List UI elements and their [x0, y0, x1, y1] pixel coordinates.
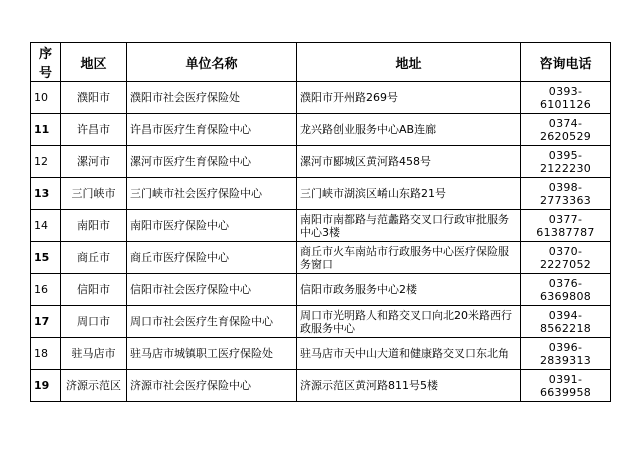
table-row: [31, 338, 611, 370]
row-unit: 信阳市社会医疗保险中心: [127, 274, 297, 306]
row-address: 三门峡市湖滨区崤山东路21号: [297, 178, 521, 210]
row-no: 14: [31, 210, 61, 242]
row-address: 漯河市郾城区黄河路458号: [297, 146, 521, 178]
row-no: 11: [31, 114, 61, 146]
table-body: [31, 82, 611, 402]
row-phone: 0391-6639958: [521, 370, 611, 402]
table-row: [31, 178, 611, 210]
row-address: 龙兴路创业服务中心AB连廊: [297, 114, 521, 146]
row-region: 南阳市: [61, 210, 127, 242]
row-region: 信阳市: [61, 274, 127, 306]
table-row: [31, 210, 611, 242]
table-row: [31, 306, 611, 338]
table-header: [31, 43, 611, 82]
row-address: 济源示范区黄河路811号5楼: [297, 370, 521, 402]
row-unit: 南阳市医疗保险中心: [127, 210, 297, 242]
table-row: [31, 82, 611, 114]
row-no: 18: [31, 338, 61, 370]
row-no: 17: [31, 306, 61, 338]
row-phone: 0394-8562218: [521, 306, 611, 338]
row-address: 周口市光明路人和路交叉口向北20米路西行政服务中心: [297, 306, 521, 338]
row-unit: 许昌市医疗生育保险中心: [127, 114, 297, 146]
header-no: 序号: [31, 43, 61, 82]
header-row: [31, 43, 611, 82]
row-unit: 驻马店市城镇职工医疗保险处: [127, 338, 297, 370]
row-region: 驻马店市: [61, 338, 127, 370]
row-unit: 济源市社会医疗保险中心: [127, 370, 297, 402]
row-region: 许昌市: [61, 114, 127, 146]
row-no: 19: [31, 370, 61, 402]
row-region: 三门峡市: [61, 178, 127, 210]
header-phone: 咨询电话: [521, 43, 611, 82]
row-phone: 0393-6101126: [521, 82, 611, 114]
row-unit: 濮阳市社会医疗保险处: [127, 82, 297, 114]
row-region: 商丘市: [61, 242, 127, 274]
row-phone: 0376-6369808: [521, 274, 611, 306]
row-address: 南阳市南都路与范蠡路交叉口行政审批服务中心3楼: [297, 210, 521, 242]
row-phone: 0395-2122230: [521, 146, 611, 178]
table-row: [31, 370, 611, 402]
row-region: 漯河市: [61, 146, 127, 178]
row-phone: 0398-2773363: [521, 178, 611, 210]
row-unit: 商丘市医疗保险中心: [127, 242, 297, 274]
table-row: [31, 274, 611, 306]
row-phone: 0377-61387787: [521, 210, 611, 242]
row-phone: 0374-2620529: [521, 114, 611, 146]
insurance-contact-table: [30, 42, 611, 402]
table-row: [31, 146, 611, 178]
table-row: [31, 242, 611, 274]
row-unit: 漯河市医疗生育保险中心: [127, 146, 297, 178]
row-no: 12: [31, 146, 61, 178]
header-address: 地址: [297, 43, 521, 82]
row-unit: 周口市社会医疗生育保险中心: [127, 306, 297, 338]
header-region: 地区: [61, 43, 127, 82]
row-phone: 0370-2227052: [521, 242, 611, 274]
row-address: 信阳市政务服务中心2楼: [297, 274, 521, 306]
row-phone: 0396-2839313: [521, 338, 611, 370]
header-unit: 单位名称: [127, 43, 297, 82]
table-row: [31, 114, 611, 146]
row-no: 13: [31, 178, 61, 210]
row-region: 濮阳市: [61, 82, 127, 114]
row-no: 16: [31, 274, 61, 306]
row-region: 周口市: [61, 306, 127, 338]
row-region: 济源示范区: [61, 370, 127, 402]
row-unit: 三门峡市社会医疗保险中心: [127, 178, 297, 210]
row-address: 濮阳市开州路269号: [297, 82, 521, 114]
row-no: 15: [31, 242, 61, 274]
row-address: 商丘市火车南站市行政服务中心医疗保险服务窗口: [297, 242, 521, 274]
row-address: 驻马店市天中山大道和健康路交叉口东北角: [297, 338, 521, 370]
row-no: 10: [31, 82, 61, 114]
